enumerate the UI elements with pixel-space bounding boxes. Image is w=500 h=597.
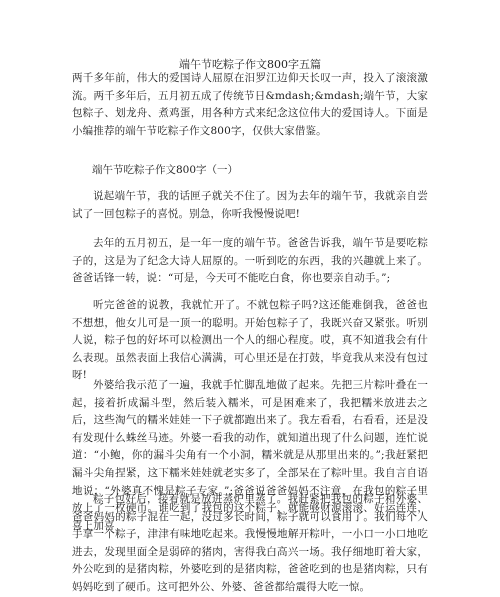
body-paragraph-5: 粽子包好后，接着就是放进蒸炉里蒸了。我赶紧把我包的粽子和外婆、爸爸妈妈的粽子混在一起，没过多长时间，粽子就可以食用了。我们每个人手拿一个粽子，津津有味地吃起来。我慢慢地解开粽叶，一小口一小口地吃进去，发现里面全是弱碎的猪肉，害得我白高兴一场。我仔细地盯着大家，外公吃到的是猪肉粽，外婆吃到的是猪肉粽，爸爸吃到的也是猪肉粽，只有妈妈吃到了硬币。这可把外公、外婆、爸爸都给震得大吃一惊。 bbox=[72, 493, 428, 593]
body-paragraph-2: 去年的五月初五，是一年一度的端午节。爸爸告诉我，端午节是要吃粽子的，这是为了纪念大诗人屈原的。一听到吃的东西，我的兴趣就上来了。爸爸话锋一转，说：“可是，今天可不能吃白食，你也要亲自动手。”; bbox=[72, 237, 428, 285]
body-paragraph-1: 说起端午节，我的话匣子就关不住了。因为去年的端午节，我就亲自尝试了一回包粽子的喜悦。别急，你听我慢慢说吧! bbox=[72, 190, 428, 220]
document-title: 端午节吃粽子作文800字五篇 bbox=[179, 58, 321, 71]
body-paragraph-3: 听完爸爸的说教，我就忙开了。不就包粽子吗?这还能难倒我，爸爸也不想想，他女儿可是一顶一的聪明。开始包粽子了，我既兴奋又紧张。听别人说，粽子包的好坏可以检测出一个人的细心程度。哎，真不知道我会有什么表现。虽然表面上我信心满满，可心里还是在打鼓，毕竟我从来没有包过呀! bbox=[72, 299, 428, 382]
intro-paragraph: 两千多年前，伟大的爱国诗人屈原在汨罗江边仰天长叹一声，投入了滚滚激流。两千多年后，五月初五成了传统节日&mdash;&mdash;端午节，大家包粽子、划龙舟、煮鸡蛋，用各种方式来纪念这位伟大的爱国诗人。下面是小编推荐的端午节吃粽子作文800字，仅供大家借鉴。 bbox=[72, 72, 428, 137]
section-heading: 端午节吃粽子作文800字（一） bbox=[92, 164, 239, 176]
body-paragraph-4: 外婆给我示范了一遍，我就手忙脚乱地做了起来。先把三片粽叶叠在一起，接着折成漏斗型，然后装入糯米，可是困难来了，我把糯米放进去之后，这些淘气的糯米娃娃一下子就都跑出来了。我左看看，右看看，还是没有发现什么蛛丝马迹。外婆一看我的动作，就知道出现了什么问题，连忙说道：“小鲍，你的漏斗尖角有一个小洞，糯米就是从那里出来的。”;我赶紧把漏斗尖角捏紧，这下糯米娃娃就老实多了，全部呆在了粽叶里。我自言自语地说：“外婆真不愧是粽子专家。”;爸爸说爸爸妈妈不注意，在我包的粽子里放上了一枚硬币。谁吃到了我包的这个粽子，就能够财源滚滚、好运连连，喜上加喜 bbox=[72, 379, 428, 532]
